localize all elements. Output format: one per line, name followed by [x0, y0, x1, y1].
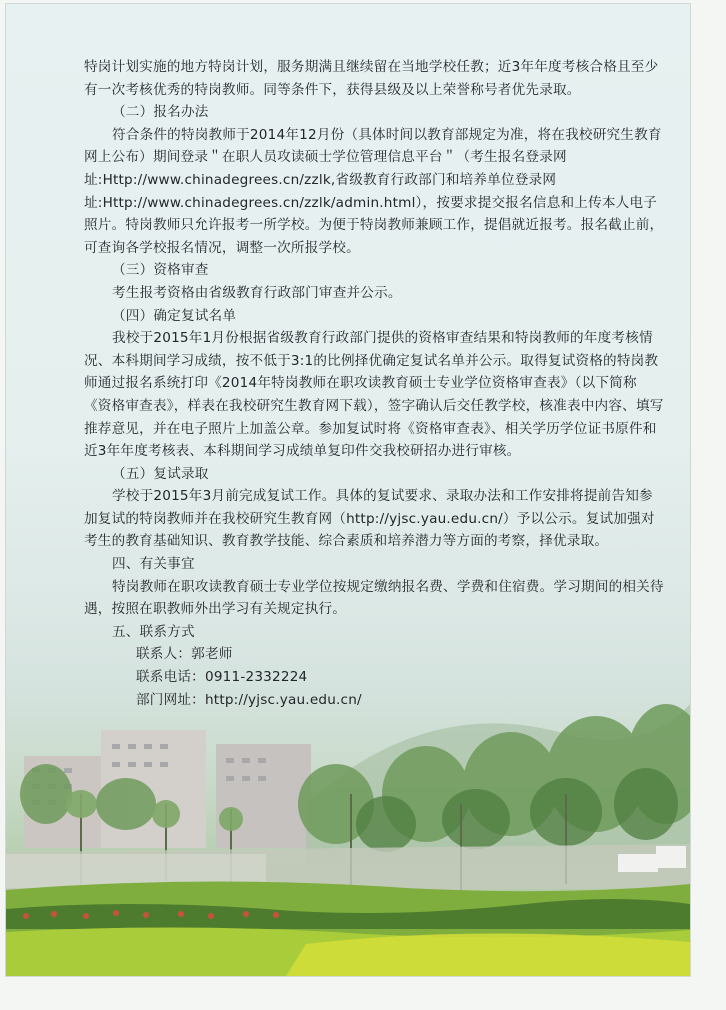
contact-website: 部门网址：http://yjsc.yau.edu.cn/: [136, 691, 362, 708]
paragraph-qualification-review: 考生报考资格由省级教育行政部门审查并公示。: [112, 284, 402, 301]
document-page: [6, 4, 690, 976]
heading-related-matters: 四、有关事宜: [112, 556, 195, 573]
paragraph-related-matters: 特岗教师在职攻读教育硕士专业学位按规定缴纳报名费、学费和住宿费。学习期间的相关待遇，按照在职教师外出学习有关规定执行。: [84, 578, 664, 618]
heading-retest-admission: （五）复试录取: [112, 465, 209, 482]
heading-qualification-review: （三）资格审查: [112, 262, 209, 279]
document-body: [84, 56, 664, 711]
paragraph-retest-list: 我校于2015年1月份根据省级教育行政部门提供的资格审查结果和特岗教师的年度考核情况、本科期间学习成绩，按不低于3:1的比例择优确定复试名单并公示。取得复试资格的特岗教师通过报名系统打印《2014年特岗教师在职攻读教育硕士专业学位资格审查表》（以下简称《资格审查表》，样表在我校研究生教育网下载），签字确认后交任教学校，核准表中内容、填写推荐意见，并在电子照片上加盖公章。参加复试时将《资格审查表》、相关学历学位证书原件和近3年年度考核表、本科期间学习成绩单复印件交我校研招办进行审核。: [84, 330, 664, 460]
heading-registration: （二）报名办法: [112, 104, 209, 121]
heading-retest-list: （四）确定复试名单: [112, 307, 237, 324]
paragraph-retest-admission: 学校于2015年3月前完成复试工作。具体的复试要求、录取办法和工作安排将提前告知参加复试的特岗教师并在我校研究生教育网（http://yjsc.yau.edu.cn/）予以公示。复试加强对考生的教育基础知识、教育教学技能、综合素质和培养潜力等方面的考察，择优录取。: [84, 488, 655, 550]
contact-person: 联系人：郭老师: [136, 646, 233, 663]
paragraph-eligibility-continued: 特岗计划实施的地方特岗计划，服务期满且继续留在当地学校任教；近3年年度考核合格且至少有一次考核优秀的特岗教师。同等条件下，获得县级及以上荣誉称号者优先录取。: [84, 59, 659, 98]
paragraph-registration: 符合条件的特岗教师于2014年12月份（具体时间以教育部规定为准，将在我校研究生教育网上公布）期间登录＂在职人员攻读硕士学位管理信息平台＂（考生报名登录网址:Http://www.chinadegrees.cn/zzlk,省级教育行政部门和培养单位登录网址:Http://www.chinadegrees.cn/zzlk/admin.html），按要求提交报名信息和上传本人电子照片。特岗教师只允许报考一所学校。为便于特岗教师兼顾工作，提倡就近报考。报名截止前，可查询各学校报名情况，调整一次所报学校。: [84, 126, 664, 256]
contact-phone: 联系电话：0911-2332224: [136, 669, 308, 686]
heading-contact: 五、联系方式: [112, 623, 195, 640]
